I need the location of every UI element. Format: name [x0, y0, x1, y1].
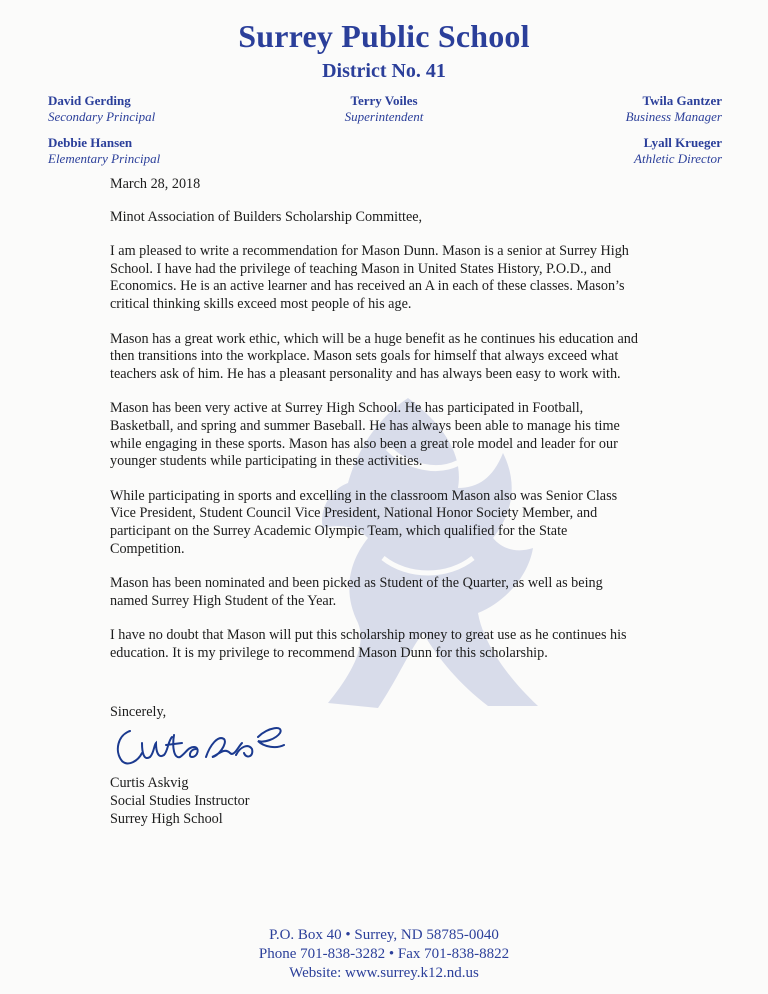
letter-paragraph: Mason has been very active at Surrey High School. He has participated in Football, Basketball, and spring and summer Baseball. He has always been able to manage his time while engaging in these sports. Mason has also been a great role model and leader for our younger students while participating in these activities.	[110, 400, 620, 470]
letter-body	[110, 176, 640, 679]
staff-name: Twila Gantzer	[642, 93, 722, 108]
staff-title: Business Manager	[625, 109, 722, 124]
letter-closing: Sincerely,	[110, 704, 167, 720]
letter-date: March 28, 2018	[110, 176, 201, 192]
school-name: Surrey Public School	[238, 18, 530, 54]
letter-paragraph: Mason has been nominated and been picked as Student of the Quarter, as well as being named Surrey High Student of the Year.	[110, 575, 603, 609]
signer-name: Curtis Askvig	[110, 775, 189, 791]
staff-name: Lyall Krueger	[643, 135, 722, 150]
footer-phone-fax: Phone 701-838-3282 • Fax 701-838-8822	[258, 946, 510, 962]
staff-title: Athletic Director	[634, 151, 722, 166]
staff-elementary-principal	[48, 135, 160, 167]
letter-paragraph: I am pleased to write a recommendation for Mason Dunn. Mason is a senior at Surrey High School. I have had the privilege of teaching Mason in United States History, P.O.D., and Economics. He is an active learner and has received an A in each of these classes. Mason’s critical thinking skills exceed most people of his age.	[110, 243, 629, 312]
staff-athletic-director	[634, 135, 722, 167]
staff-business-manager	[626, 93, 722, 125]
letterhead-footer	[0, 926, 768, 983]
signer-school: Surrey High School	[110, 811, 223, 827]
signer-block	[110, 774, 250, 828]
staff-name: Debbie Hansen	[48, 135, 133, 150]
staff-name: David Gerding	[48, 93, 131, 108]
handwritten-signature	[108, 717, 288, 779]
footer-address: P.O. Box 40 • Surrey, ND 58785-0040	[269, 927, 499, 943]
letter-paragraph: While participating in sports and excelling in the classroom Mason also was Senior Class Vice President, Student Council Vice President, National Honor Society Member, and participant on the Surrey Academic Olympic Team, which qualified for the State Competition.	[110, 487, 618, 557]
staff-superintendent	[284, 93, 484, 125]
staff-name: Terry Voiles	[350, 93, 418, 108]
district-number: District No. 41	[322, 60, 446, 82]
footer-website: Website: www.surrey.k12.nd.us	[289, 965, 479, 981]
letter-recipient: Minot Association of Builders Scholarship Committee,	[110, 208, 423, 225]
letter-paragraph: Mason has a great work ethic, which will be a huge benefit as he continues his education and then transitions into the workplace. Mason sets goals for himself that always exceed what teachers ask of him. He has a pleasant personality and has always been easy to work with.	[110, 330, 638, 382]
staff-title: Superintendent	[344, 109, 424, 124]
staff-title: Secondary Principal	[48, 109, 156, 124]
staff-title: Elementary Principal	[48, 151, 161, 166]
staff-secondary-principal	[48, 93, 155, 125]
signer-title: Social Studies Instructor	[110, 793, 250, 809]
letter-paragraph: I have no doubt that Mason will put this scholarship money to great use as he continues his education. It is my privilege to recommend Mason Dunn for this scholarship.	[110, 627, 627, 661]
